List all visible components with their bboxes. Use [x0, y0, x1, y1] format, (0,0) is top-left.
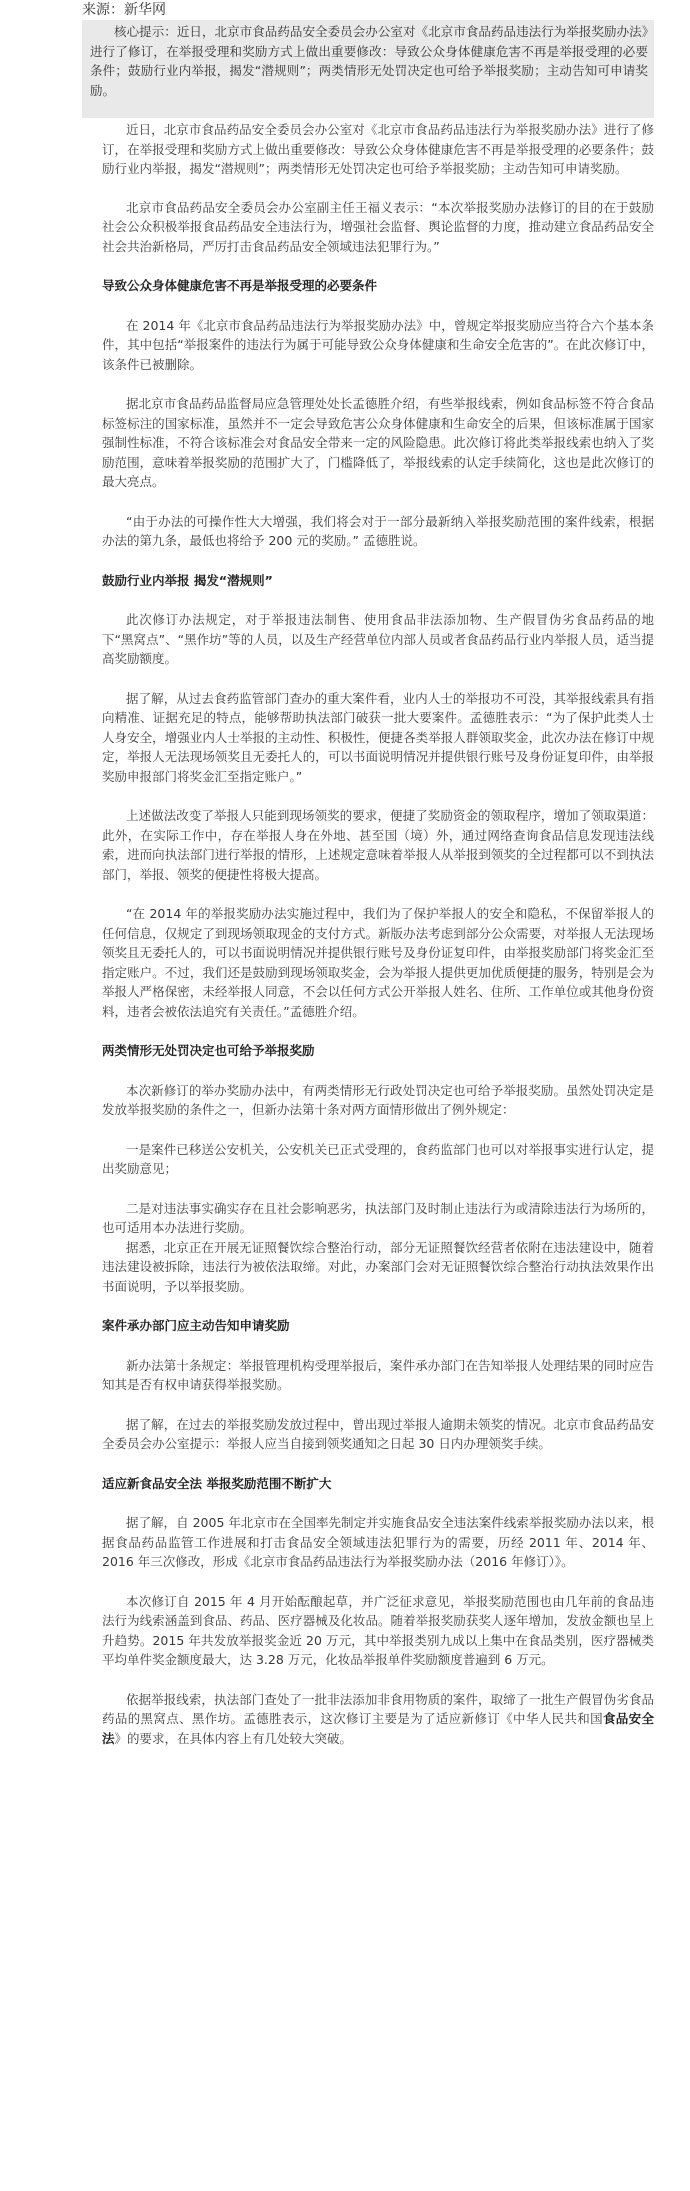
paragraph: 在 2014 年《北京市食品药品违法行为举报奖励办法》中，曾规定举报奖励应当符合六个基本条件，其中包括“举报案件的违法行为属于可能导致公众身体健康和生命安全危害的”。在此次修订中，该条件已被删除。	[102, 317, 654, 372]
paragraph: 上述做法改变了举报人只能到现场领奖的要求，便捷了奖励资金的领取程序，增加了领取渠道：此外，在实际工作中，存在举报人身在外地、甚至国（境）外，通过网络查询食品信息发现违法线索，进而向执法部门进行举报的情形，上述规定意味着举报人从举报到领奖的全过程都可以不到执法部门，举报、领奖的便捷性将极大提高。	[102, 808, 654, 882]
paragraph: 据北京市食品药品监督局应急管理处处长孟德胜介绍，有些举报线索，例如食品标签不符合食品标签标注的国家标准，虽然并不一定会导致危害公众身体健康和生命安全的后果，但该标准属于国家强制性标准，不符合该标准会对食品安全带来一定的风险隐患。此次修订将此类举报线索也纳入了奖励范围，意味着举报奖励的范围扩大了，门槛降低了，举报线索的认定手续简化，这也是此次修订的最大亮点。	[102, 396, 654, 489]
paragraph: 北京市食品药品安全委员会办公室副主任王福义表示：“本次举报奖励办法修订的目的在于鼓励社会公众积极举报食品药品安全违法行为，增强社会监督、舆论监督的力度，推动建立食品药品安全社会共治新格局，严厉打击食品药品安全领域违法犯罪行为。”	[102, 199, 654, 254]
paragraph: 二是对违法事实确实存在且社会影响恶劣，执法部门及时制止违法行为或清除违法行为场所的，也可适用本办法进行奖励。	[102, 1200, 654, 1235]
section-heading: 两类情形无处罚决定也可给予举报奖励	[102, 1043, 315, 1058]
paragraph: 近日，北京市食品药品安全委员会办公室对《北京市食品药品违法行为举报奖励办法》进行了修订，在举报受理和奖励方式上做出重要修改：导致公众身体健康危害不再是举报受理的必要条件；鼓励行业内举报，揭发“潜规则”；两类情形无处罚决定也可给予举报奖励；主动告知可申请奖励。	[102, 122, 654, 176]
paragraph: 一是案件已移送公安机关，公安机关已正式受理的，食药监部门也可以对举报事实进行认定，提出奖励意见；	[102, 1141, 654, 1176]
section-heading: 鼓励行业内举报 揭发“潜规则”	[102, 572, 273, 588]
paragraph: 本次修订自 2015 年 4 月开始酝酿起草，并广泛征求意见，举报奖励范围也由几年前的食品违法行为线索涵盖到食品、药品、医疗器械及化妆品。随着举报奖励获奖人逐年增加，发放金额也呈上升趋势。2015 年共发放举报奖金近 20 万元，其中举报类别九成以上集中在食品类别，医疗器械类平均单件奖金额度最大，达 3.28 万元，化妆品举报单件奖励额度普遍到 6 万元。	[102, 1593, 654, 1667]
core-summary-box	[82, 20, 654, 118]
paragraph: 此次修订办法规定，对于举报违法制售、使用食品非法添加物、生产假冒伪劣食品药品的地下“黑窝点”、“黑作坊”等的人员，以及生产经营单位内部人员或者食品药品行业内举报人员，适当提高奖励额度。	[102, 612, 654, 666]
paragraph: “由于办法的可操作性大大增强，我们将会对于一部分最新纳入举报奖励范围的案件线索，根据办法的第九条，最低也将给予 200 元的奖励。” 孟德胜说。	[102, 513, 654, 548]
core-summary-text: 核心提示：近日，北京市食品药品安全委员会办公室对《北京市食品药品违法行为举报奖励办法》进行了修订，在举报受理和奖励方式上做出重要修改：导致公众身体健康危害不再是举报受理的必要条件；鼓励行业内举报，揭发“潜规则”；两类情形无处罚决定也可给予举报奖励；主动告知可申请奖励。	[90, 24, 648, 98]
paragraph: 据了解，自 2005 年北京市在全国率先制定并实施食品安全违法案件线索举报奖励办法以来，根据食品药品监管工作进展和打击食品安全领域违法犯罪行为的需要，历经 2011 年、2014 年、2016 年三次修改，形成《北京市食品药品违法行为举报奖励办法（2016 年修订）》。	[102, 1515, 654, 1569]
keyword-food-safety-law[interactable]: 食品安全法	[102, 1711, 654, 1746]
paragraph: 新办法第十条规定：举报管理机构受理举报后，案件承办部门在告知举报人处理结果的同时应告知其是否有权申请获得举报奖励。	[102, 1357, 654, 1392]
paragraph: 据悉，北京正在开展无证照餐饮综合整治行动，部分无证照餐饮经营者依附在违法建设中，随着违法建设被拆除，违法行为被依法取缔。对此，办案部门会对无证照餐饮综合整治行动执法效果作出书面说明，予以举报奖励。	[102, 1239, 654, 1294]
paragraph	[102, 1690, 654, 1749]
paragraph: “在 2014 年的举报奖励办法实施过程中，我们为了保护举报人的安全和隐私，不保留举报人的任何信息，仅规定了到现场领取现金的支付方式。新版办法考虑到部分公众需要，对举报人无法现场领奖且无委托人的，可以书面说明情况并提供银行账号及身份证复印件，由举报奖励部门将奖金汇至指定账户。不过，我们还是鼓励到现场领取奖金，会为举报人提供更加优质便捷的服务，特别是会为举报人严格保密，未经举报人同意，不会以任何方式公开举报人姓名、住所、工作单位或其他身份资料，违者会被依法追究有关责任。”孟德胜介绍。	[102, 906, 654, 1019]
paragraph-text: 》的要求，在具体内容上有几处较大突破。	[114, 1730, 353, 1746]
article-source: 来源：新华网	[82, 2, 166, 18]
section-heading: 导致公众身体健康危害不再是举报受理的必要条件	[102, 278, 378, 293]
paragraph: 据了解，从过去食药监管部门查办的重大案件看，业内人士的举报功不可没，其举报线索具有指向精准、证据充足的特点，能够帮助执法部门破获一批大要案件。孟德胜表示：“为了保护此类人士人身安全，增强业内人士举报的主动性、积极性，便捷各类举报人群领取奖金，此次办法在修订中规定，举报人无法现场领奖且无委托人的，可以书面说明情况并提供银行账号及身份证复印件，由举报奖励申报部门将奖金汇至指定账户。”	[102, 690, 654, 784]
paragraph: 据了解，在过去的举报奖励发放过程中，曾出现过举报人逾期未领奖的情况。北京市食品药品安全委员会办公室提示：举报人应当自接到领奖通知之日起 30 日内办理领奖手续。	[102, 1416, 654, 1451]
section-heading: 适应新食品安全法 举报奖励范围不断扩大	[102, 1475, 332, 1491]
paragraph-text: 依据举报线索，执法部门查处了一批非法添加非食用物质的案件，取缔了一批生产假冒伪劣食品药品的黑窝点、黑作坊。孟德胜表示，这次修订主要是为了适应新修订《中华人民共和国	[102, 1691, 654, 1726]
paragraph: 本次新修订的举办奖励办法中，有两类情形无行政处罚决定也可给予举报奖励。虽然处罚决定是发放举报奖励的条件之一，但新办法第十条对两方面情形做出了例外规定：	[102, 1082, 654, 1117]
article-body	[102, 120, 654, 1748]
section-heading: 案件承办部门应主动告知申请奖励	[102, 1318, 290, 1333]
